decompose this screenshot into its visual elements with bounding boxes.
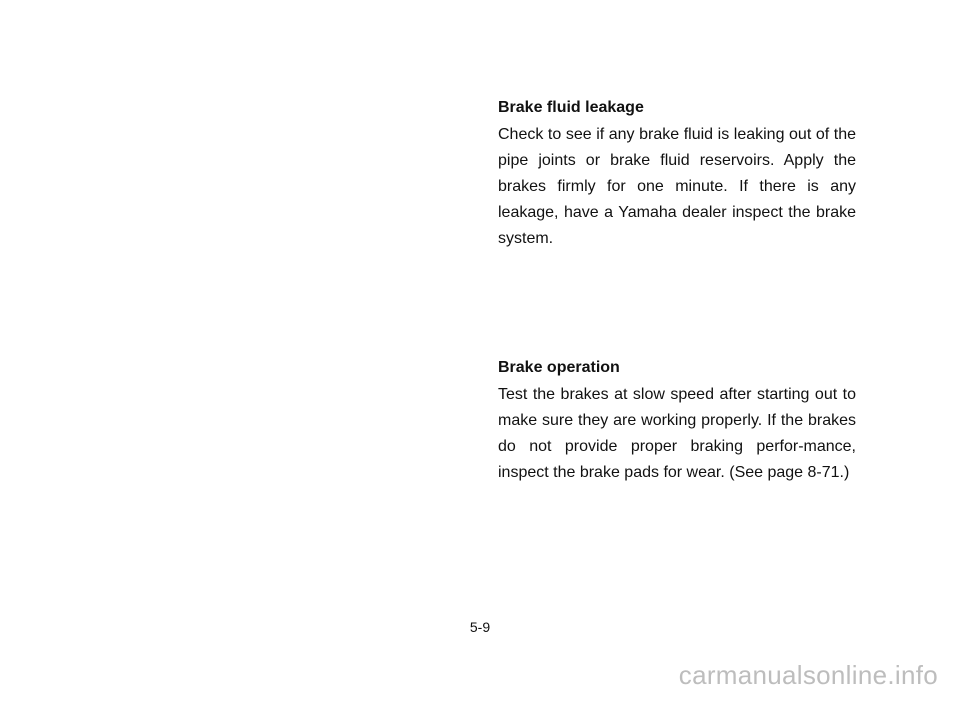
section-brake-operation [498,358,856,486]
section-body: Check to see if any brake fluid is leaking out of the pipe joints or brake fluid reservoirs. Apply the brakes firmly for one minute. If there is any leakage, have a Yamaha dealer inspect the brake system. [498,126,856,247]
section-heading: Brake fluid leakage [498,99,644,116]
section-brake-fluid-leakage [498,98,856,252]
page-number: 5-9 [469,619,491,635]
section-heading: Brake operation [498,359,620,376]
watermark: carmanualsonline.info [678,660,938,690]
section-body: Test the brakes at slow speed after starting out to make sure they are working properly. If the brakes do not provide proper braking perfor-mance, inspect the brake pads for wear. (See page 8-71.) [498,386,856,481]
